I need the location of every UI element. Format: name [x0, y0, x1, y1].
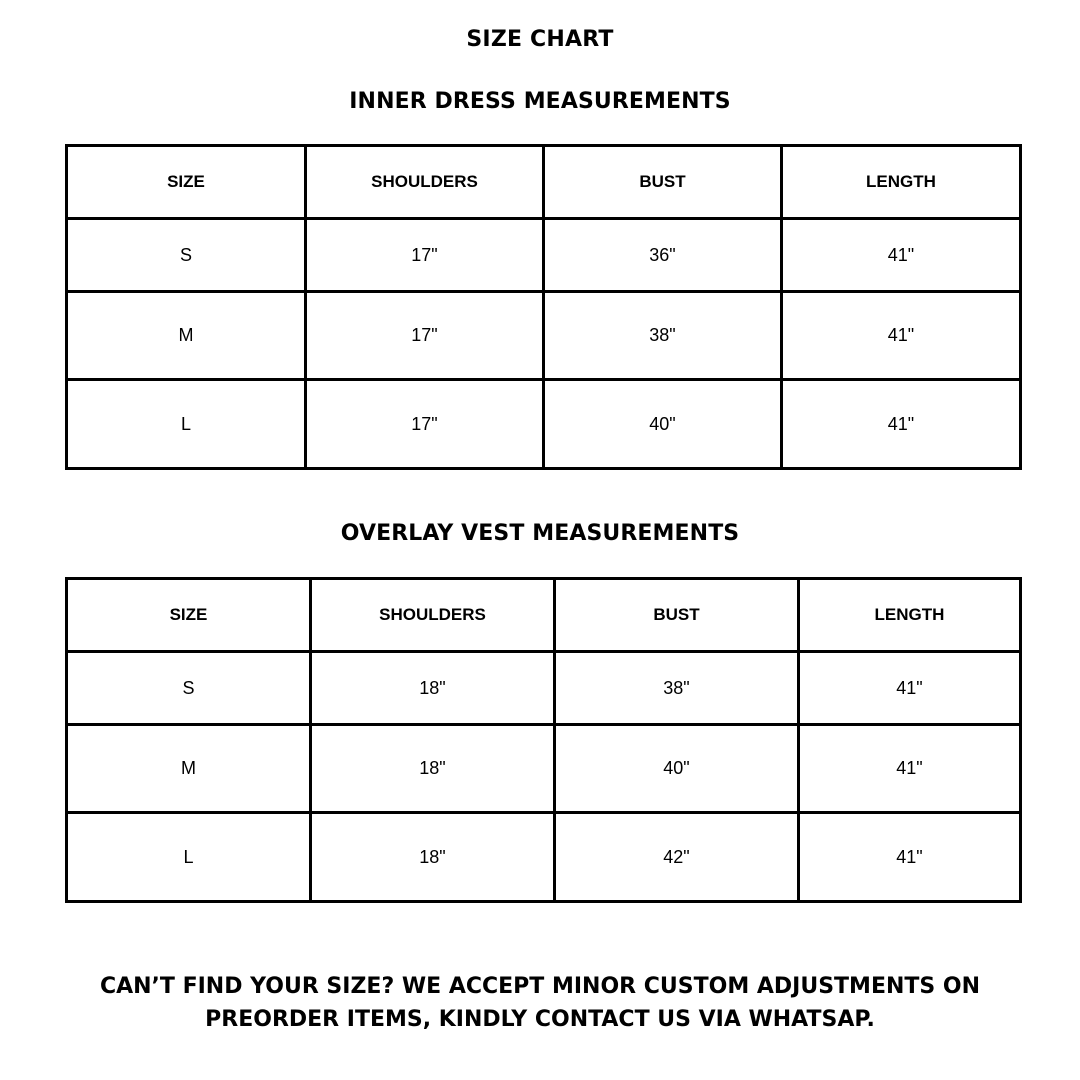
cell-length: 41"	[782, 219, 1021, 292]
cell-length: 41"	[799, 813, 1021, 902]
column-header-bust: BUST	[544, 146, 782, 219]
footer-line-1: CAN’T FIND YOUR SIZE? WE ACCEPT MINOR CUSTOM ADJUSTMENTS ON	[99, 974, 981, 999]
custom-adjustment-note	[40, 970, 1040, 1036]
inner-dress-table	[65, 144, 1022, 470]
column-header-size: SIZE	[67, 579, 311, 652]
table-row	[67, 725, 1021, 813]
cell-length: 41"	[799, 725, 1021, 813]
cell-size: L	[67, 813, 311, 902]
cell-size: S	[67, 219, 306, 292]
cell-shoulders: 18"	[311, 725, 555, 813]
cell-size: M	[67, 292, 306, 380]
column-header-size: SIZE	[67, 146, 306, 219]
column-header-shoulders: SHOULDERS	[311, 579, 555, 652]
cell-shoulders: 18"	[311, 813, 555, 902]
cell-bust: 36"	[544, 219, 782, 292]
cell-length: 41"	[782, 292, 1021, 380]
column-header-length: LENGTH	[799, 579, 1021, 652]
cell-bust: 38"	[544, 292, 782, 380]
table-row	[67, 219, 1021, 292]
footer-line-2: PREORDER ITEMS, KINDLY CONTACT US VIA WHATSAP.	[205, 1007, 875, 1032]
cell-size: M	[67, 725, 311, 813]
cell-shoulders: 18"	[311, 652, 555, 725]
cell-length: 41"	[782, 380, 1021, 469]
overlay-vest-table	[65, 577, 1022, 903]
cell-shoulders: 17"	[306, 380, 544, 469]
cell-bust: 40"	[544, 380, 782, 469]
table-row	[67, 380, 1021, 469]
inner-dress-title: INNER DRESS MEASUREMENTS	[349, 89, 731, 114]
cell-shoulders: 17"	[306, 292, 544, 380]
table-row	[67, 652, 1021, 725]
cell-shoulders: 17"	[306, 219, 544, 292]
overlay-vest-title: OVERLAY VEST MEASUREMENTS	[340, 521, 740, 546]
column-header-length: LENGTH	[782, 146, 1021, 219]
page-title: SIZE CHART	[466, 27, 614, 52]
table-row	[67, 292, 1021, 380]
table-row	[67, 813, 1021, 902]
cell-size: L	[67, 380, 306, 469]
cell-bust: 40"	[555, 725, 799, 813]
table-header-row	[67, 579, 1021, 652]
cell-bust: 42"	[555, 813, 799, 902]
column-header-shoulders: SHOULDERS	[306, 146, 544, 219]
cell-size: S	[67, 652, 311, 725]
cell-bust: 38"	[555, 652, 799, 725]
column-header-bust: BUST	[555, 579, 799, 652]
cell-length: 41"	[799, 652, 1021, 725]
table-header-row	[67, 146, 1021, 219]
